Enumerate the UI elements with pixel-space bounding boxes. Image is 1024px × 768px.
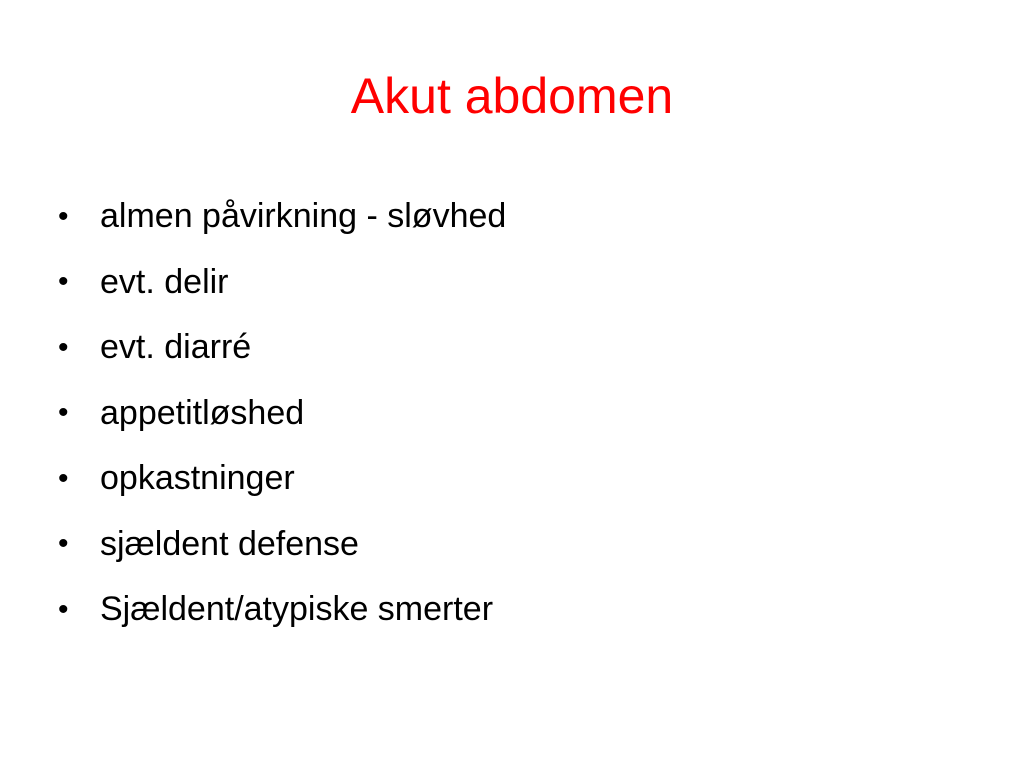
bullet-icon: • [58, 527, 69, 561]
list-item-text: appetitløshed [100, 393, 305, 432]
list-item [58, 250, 958, 316]
bullet-icon: • [58, 396, 69, 430]
list-item-text: evt. delir [100, 262, 229, 301]
bullet-icon: • [58, 461, 69, 495]
list-item [58, 184, 958, 250]
list-item-text: sjældent defense [100, 524, 359, 563]
list-item-text: Sjældent/atypiske smerter [100, 590, 494, 629]
slide-title: Akut abdomen [350, 68, 674, 124]
list-item [58, 512, 958, 578]
list-item [58, 381, 958, 447]
bullet-icon: • [58, 330, 69, 364]
list-item-text: opkastninger [100, 459, 295, 498]
list-item [58, 446, 958, 512]
list-item-text: almen påvirkning - sløvhed [100, 197, 507, 236]
bullet-icon: • [58, 199, 69, 233]
bullet-icon: • [58, 592, 69, 626]
list-item [58, 577, 958, 643]
list-item-text: evt. diarré [100, 328, 252, 367]
bullet-icon: • [58, 265, 69, 299]
bullet-list [58, 184, 958, 643]
list-item [58, 315, 958, 381]
